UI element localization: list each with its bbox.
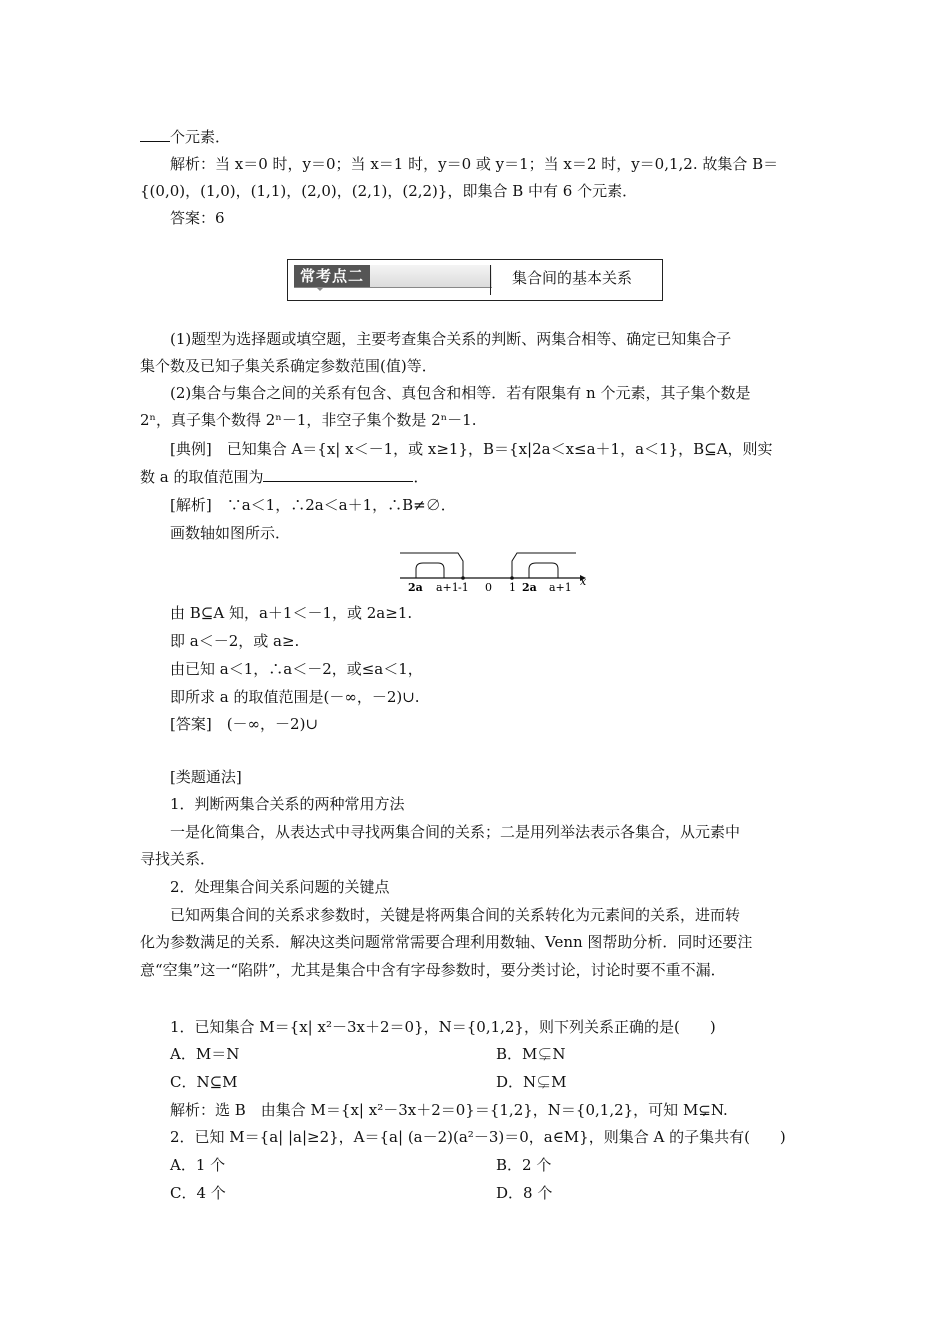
answer-blank: [140, 127, 170, 142]
tab-notch-icon: [316, 287, 324, 291]
option-row: C．N⊆M D．N⊊M: [170, 1073, 567, 1091]
axis-label: 0: [485, 581, 492, 594]
fill-in-blank: [263, 467, 413, 482]
text-line: 个元素．: [140, 127, 820, 147]
answer-line: [答案] (－∞，－2)∪: [170, 715, 319, 733]
paragraph-line: (1)题型为选择题或填空题，主要考查集合关系的判断、两集合相等、确定已知集合子: [170, 330, 732, 348]
analysis-line: 由 B⊆A 知，a＋1＜－1，或 2a≥1.: [170, 604, 413, 622]
option-row: C．4 个 D．8 个: [170, 1184, 553, 1202]
analysis-line: 即 a＜－2，或 a≥.: [170, 632, 300, 650]
method-line: 意“空集”这一“陷阱”，尤其是集合中含有字母参数时，要分类讨论，讨论时要不重不漏．: [140, 961, 726, 979]
method-line: 1．判断两集合关系的两种常用方法: [170, 795, 405, 813]
analysis-line: [解析] ∵a＜1，∴2a＜a＋1，∴B≠∅．: [170, 496, 456, 514]
example-line: [典例] 已知集合 A＝{x| x＜－1，或 x≥1}，B＝{x|2a＜x≤a＋1，a＜1}，B⊆A，则实: [170, 440, 773, 458]
axis-label: 2a: [408, 581, 423, 594]
question-2: 2．已知 M＝{a| |a|≥2}，A＝{a| (a－2)(a²－3)＝0，a∈M}，则集合 A 的子集共有( ): [170, 1128, 786, 1146]
solution-line: {(0,0)，(1,0)，(1,1)，(2,0)，(2,1)，(2,2)}，即集合 B 中有 6 个元素．: [140, 182, 638, 200]
axis-label: -1: [458, 581, 469, 594]
analysis-line: 即所求 a 的取值范围是(－∞，－2)∪.: [170, 688, 420, 706]
axis-label: 2a: [522, 581, 537, 594]
solution-line: 解析：当 x＝0 时，y＝0；当 x＝1 时，y＝0 或 y＝1；当 x＝2 时，y＝0,1,2. 故集合 B＝: [170, 155, 779, 173]
section-label: 常考点二: [294, 265, 370, 287]
paragraph-line: 集个数及已知子集关系确定参数范围(值)等．: [140, 357, 437, 375]
paragraph-line: (2)集合与集合之间的关系有包含、真包含和相等．若有限集有 n 个元素，其子集个数是: [170, 384, 751, 402]
analysis-line: 画数轴如图所示．: [170, 524, 291, 542]
section-header: [287, 259, 663, 301]
axis-label: 1: [509, 581, 516, 594]
method-line: 寻找关系．: [140, 850, 216, 868]
section-title: 集合间的基本关系: [512, 269, 633, 287]
paragraph-line: 2ⁿ，真子集个数得 2ⁿ－1，非空子集个数是 2ⁿ－1.: [140, 411, 477, 429]
example-line: 数 a 的取值范围为 ．: [140, 468, 429, 486]
method-line: 一是化简集合，从表达式中寻找两集合间的关系；二是用列举法表示各集合，从元素中: [170, 823, 741, 841]
solution-line: 解析：选 B 由集合 M＝{x| x²－3x＋2＝0}＝{1,2}，N＝{0,1,2}，可知 M⊊N.: [170, 1101, 728, 1119]
axis-label: a+1: [549, 581, 572, 594]
method-line: 2．处理集合间关系问题的关键点: [170, 878, 390, 896]
option-row: A．1 个 B．2 个: [170, 1156, 552, 1174]
method-heading: [类题通法]: [170, 768, 242, 786]
answer-line: 答案：6: [170, 209, 225, 227]
analysis-line: 由已知 a＜1，∴a＜－2，或≤a＜1，: [170, 660, 423, 678]
question-1: 1．已知集合 M＝{x| x²－3x＋2＝0}，N＝{0,1,2}，则下列关系正确的是( ): [170, 1018, 716, 1036]
option-row: A．M＝N B．M⊊N: [170, 1045, 566, 1063]
number-line-diagram: [398, 548, 594, 594]
method-line: 化为参数满足的关系．解决这类问题常常需要合理利用数轴、Venn 图帮助分析．同时还要注: [140, 933, 753, 951]
axis-label: x: [580, 575, 587, 588]
axis-label: a+1: [436, 581, 459, 594]
section-tab: [294, 265, 492, 288]
method-line: 已知两集合间的关系求参数时，关键是将两集合间的关系转化为元素间的关系，进而转: [170, 906, 741, 924]
